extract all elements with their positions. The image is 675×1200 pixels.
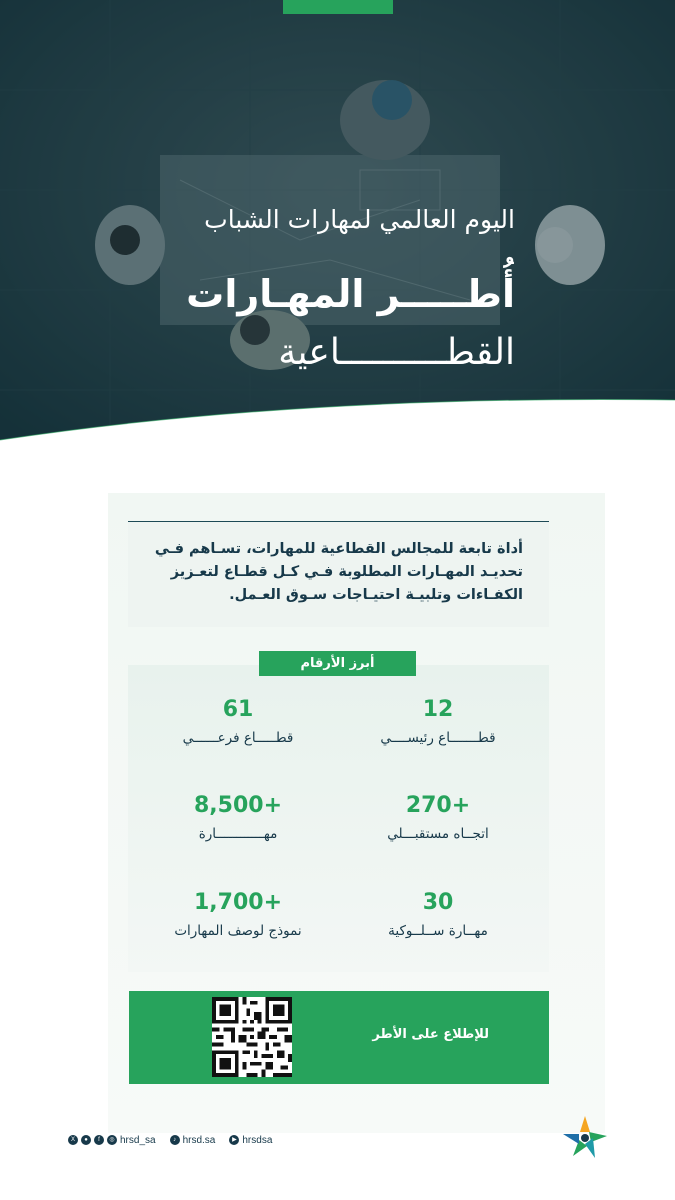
stat-value: 61 [222, 697, 254, 722]
social-group-2 [170, 1135, 216, 1146]
stat-skill-models [138, 890, 338, 939]
stat-label: اتجــاه مستقبـــلي [387, 826, 489, 842]
qr-code-icon[interactable] [212, 997, 292, 1077]
frameworks-link-bar[interactable] [129, 991, 549, 1084]
stat-value: 30 [422, 890, 454, 915]
intro-box [128, 521, 549, 627]
intro-text: أداة تابعة للمجالس القطاعية للمهارات، تسـاهم فـي تحديـد المهـارات المطلوبة فـي كـل قطـاع لتعـزيز الكفـاءات وتلبيـة احتيـاجات سـوق العـمل. [154, 541, 523, 603]
stat-future-trends [338, 793, 538, 842]
handle-hrsdsa[interactable]: hrsdsa [242, 1134, 273, 1146]
stat-label: مهــارة ســلــوكية [388, 923, 488, 939]
top-accent-tab [283, 0, 393, 14]
stat-sub-sectors [138, 697, 338, 746]
stat-skills [138, 793, 338, 842]
stat-label: قطـــــاع فرعــــــي [182, 730, 294, 746]
youtube-icon[interactable]: ▶ [229, 1135, 239, 1145]
hero-title-line2: القطــــــــــاعية [278, 332, 515, 373]
stats-box [128, 665, 549, 972]
stat-value: 1,700+ [193, 890, 283, 915]
x-icon[interactable]: X [68, 1135, 78, 1145]
stat-value: 12 [422, 697, 454, 722]
social-group-1 [68, 1135, 156, 1146]
stat-value: 270+ [405, 793, 471, 818]
meeting-photo [0, 0, 675, 470]
footer-social [68, 1132, 280, 1148]
cta-label: للإطلاع على الأطر [372, 1027, 489, 1042]
stat-label: نموذج لوصف المهارات [174, 923, 302, 939]
facebook-icon[interactable]: f [94, 1135, 104, 1145]
stat-value: 8,500+ [193, 793, 283, 818]
stat-main-sectors [338, 697, 538, 746]
stat-behavioral-skills [338, 890, 538, 939]
social-group-3 [229, 1135, 272, 1146]
key-figures-badge: أبرز الأرقام [259, 651, 416, 676]
stat-label: مهــــــــــــارة [198, 826, 278, 842]
hero-subtitle: اليوم العالمي لمهارات الشباب [204, 205, 515, 234]
hero-title: أُطـــــر المهـارات [186, 272, 515, 316]
instagram-icon[interactable]: ◎ [107, 1135, 117, 1145]
tiktok-icon[interactable]: ♪ [170, 1135, 180, 1145]
stat-label: قطـــــــاع رئيســــي [380, 730, 496, 746]
hero-banner [0, 0, 675, 470]
ministry-logo-icon [560, 1113, 610, 1163]
snapchat-icon[interactable]: ● [81, 1135, 91, 1145]
handle-hrsd-dot-sa[interactable]: hrsd.sa [182, 1134, 216, 1146]
handle-hrsd-sa[interactable]: hrsd_sa [120, 1134, 156, 1146]
